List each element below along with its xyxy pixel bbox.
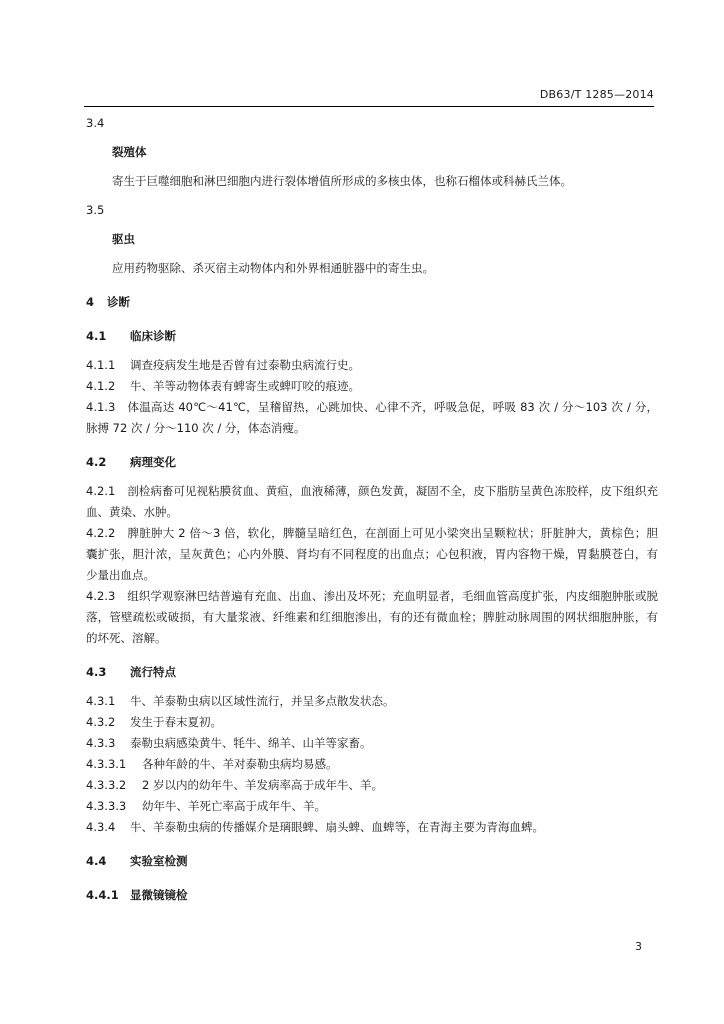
clause-4-3-3-2: 4.3.3.2 2 岁以内的幼年牛、羊发病率高于成年牛、羊。	[86, 778, 383, 792]
clause-4-3-3-3: 4.3.3.3 幼年牛、羊死亡率高于成年牛、羊。	[86, 799, 326, 813]
term-name: 裂殖体	[112, 145, 147, 159]
clause-4-3-1: 4.3.1 牛、羊泰勒虫病以区域性流行，并呈多点散发状态。	[86, 694, 395, 708]
clause-4-2-2: 4.2.2 脾脏肿大 2 倍～3 倍，软化，脾髓呈暗红色，在剖面上可见小梁突出呈颗粒状；肝脏肿大，黄棕色；胆囊扩张，胆汁浓，呈灰黄色；心内外膜、肾均有不同程度的出血点；心包积液，胃内容物干燥，胃黏膜苍白，有少量出血点。	[86, 526, 658, 582]
page-number: 3	[635, 940, 642, 953]
term-3-4	[86, 113, 658, 192]
section-heading-4-4-1: 4.4.1 显微镜镜检	[86, 888, 188, 902]
clause-4-1-3: 4.1.3 体温高达 40℃～41℃，呈稽留热，心跳加快、心律不齐，呼吸急促，呼吸 83 次 / 分～103 次 / 分，脉搏 72 次 / 分～110 次 / 分，体态消瘦。	[86, 400, 658, 435]
clause-4-1-2: 4.1.2 牛、羊等动物体表有蜱寄生或蜱叮咬的痕迹。	[86, 379, 360, 393]
clause-4-3-3-1: 4.3.3.1 各种年龄的牛、羊对泰勒虫病均易感。	[86, 757, 338, 771]
term-number: 3.5	[86, 203, 105, 217]
clause-4-3-3: 4.3.3 泰勒虫病感染黄牛、牦牛、绵羊、山羊等家畜。	[86, 736, 372, 750]
document-code: DB63/T 1285—2014	[539, 88, 654, 101]
clause-4-1-1: 4.1.1 调查疫病发生地是否曾有过泰勒虫病流行史。	[86, 358, 360, 372]
clause-4-3-4: 4.3.4 牛、羊泰勒虫病的传播媒介是璃眼蜱、扇头蜱、血蜱等，在青海主要为青海血蜱。	[86, 820, 544, 834]
page-content	[86, 113, 658, 906]
section-heading-4-1: 4.1 临床诊断	[86, 329, 176, 343]
term-definition: 寄生于巨噬细胞和淋巴细胞内进行裂体增值所形成的多核虫体，也称石榴体或科赫氏兰体。	[112, 174, 572, 188]
section-heading-4-3: 4.3 流行特点	[86, 665, 176, 679]
term-definition: 应用药物驱除、杀灭宿主动物体内和外界相通脏器中的寄生虫。	[112, 261, 434, 275]
section-heading-4-2: 4.2 病理变化	[86, 455, 176, 469]
term-name: 驱虫	[112, 232, 135, 246]
term-3-5	[86, 200, 658, 279]
section-heading-4: 4 诊断	[86, 295, 130, 309]
clause-4-2-1: 4.2.1 剖检病畜可见视粘膜贫血、黄疸，血液稀薄，颜色发黄，凝固不全，皮下脂肪呈黄色冻胶样，皮下组织充血、黄染、水肿。	[86, 484, 658, 519]
clause-4-3-2: 4.3.2 发生于春末夏初。	[86, 715, 222, 729]
header-rule	[84, 106, 654, 107]
section-heading-4-4: 4.4 实验室检测	[86, 854, 188, 868]
term-number: 3.4	[86, 116, 105, 130]
clause-4-2-3: 4.2.3 组织学观察淋巴结普遍有充血、出血、渗出及坏死；充血明显者，毛细血管高度扩张，内皮细胞肿胀或脱落，管壁疏松或破损，有大量浆液、纤维素和红细胞渗出，有的还有微血栓；脾脏动脉周围的网状细胞肿胀，有的坏死、溶解。	[86, 589, 658, 645]
